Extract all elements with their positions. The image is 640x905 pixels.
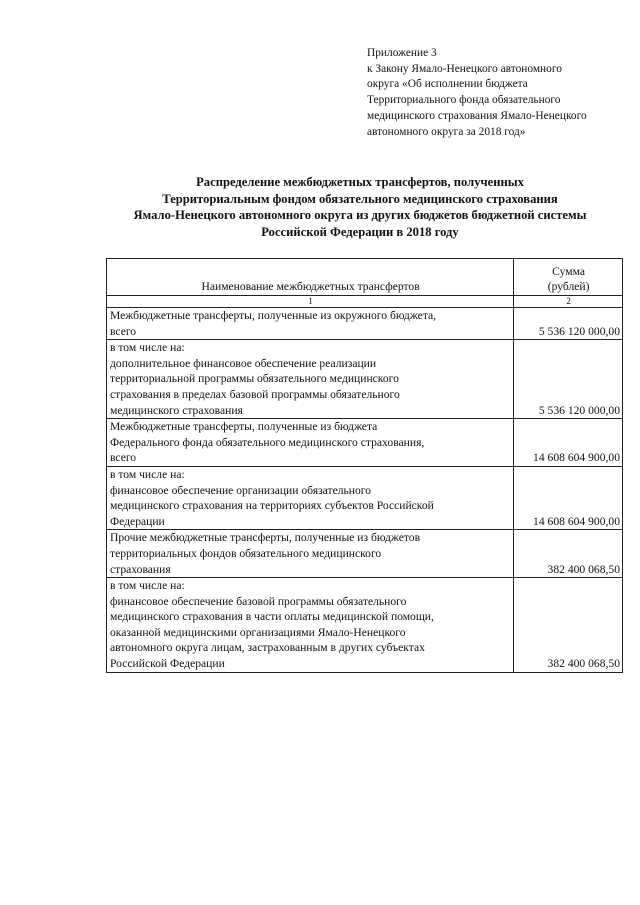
- row-text-line: страхования: [110, 562, 171, 576]
- appendix-note: [367, 46, 629, 140]
- row-amount-cell: 5 536 120 000,00: [514, 308, 623, 340]
- row-text-line: медицинского страхования на территориях субъектов Российской: [110, 499, 434, 513]
- title-line: Ямало-Ненецкого автономного округа из других бюджетов бюджетной системы: [133, 208, 587, 223]
- row-text-line: в том числе на:: [110, 579, 185, 593]
- row-amount-cell: 5 536 120 000,00: [514, 340, 623, 419]
- appendix-line: Территориального фонда обязательного: [367, 94, 561, 107]
- row-text-line: Межбюджетные трансферты, полученные из бюджета: [110, 420, 378, 434]
- title-line: Распределение межбюджетных трансфертов, полученных: [196, 175, 524, 189]
- row-text-line: страхования в пределах базовой программы обязательного: [110, 387, 400, 401]
- row-name-cell: [107, 466, 514, 529]
- row-text-line: финансовое обеспечение базовой программы обязательного: [110, 594, 407, 608]
- table-header-row: [107, 259, 623, 296]
- row-text-line: Федерального фонда обязательного медицинского страхования,: [110, 435, 425, 449]
- header-sum-unit: (рублей): [547, 280, 590, 294]
- row-text-line: дополнительное финансовое обеспечение реализации: [110, 356, 377, 370]
- appendix-line: к Закону Ямало-Ненецкого автономного: [367, 62, 562, 75]
- appendix-line: округа «Об исполнении бюджета: [367, 78, 528, 91]
- table-row: [107, 340, 623, 419]
- row-amount-cell: 14 608 604 900,00: [514, 419, 623, 467]
- row-amount-cell: 382 400 068,50: [514, 578, 623, 673]
- header-sum-label: Сумма: [552, 264, 585, 278]
- row-text-line: Российской Федерации: [110, 657, 225, 671]
- document-title: [60, 174, 640, 240]
- appendix-line: Приложение 3: [367, 47, 437, 59]
- transfers-table: [106, 258, 623, 673]
- row-text-line: финансовое обеспечение организации обязательного: [110, 483, 372, 497]
- header-sum-cell: [514, 259, 623, 296]
- title-line: Российской Федерации в 2018 году: [261, 224, 459, 239]
- header-name-cell: Наименование межбюджетных трансфертов: [107, 259, 514, 296]
- column-number-1: 1: [107, 296, 514, 308]
- table-row: [107, 308, 623, 340]
- row-text-line: Межбюджетные трансферты, полученные из окружного бюджета,: [110, 309, 437, 322]
- row-text-line: территориальной программы обязательного медицинского: [110, 372, 399, 386]
- row-name-cell: [107, 530, 514, 578]
- row-text-line: медицинского страхования в части оплаты медицинской помощи,: [110, 610, 434, 624]
- row-text-line: в том числе на:: [110, 467, 185, 481]
- table-row: [107, 578, 623, 673]
- row-text-line: оказанной медицинскими организациями Ямало-Ненецкого: [110, 625, 406, 639]
- row-text-line: территориальных фондов обязательного медицинского: [110, 546, 382, 560]
- table-row: [107, 419, 623, 467]
- table-row: [107, 466, 623, 529]
- row-name-cell: [107, 578, 514, 673]
- appendix-line: медицинского страхования Ямало-Ненецкого: [367, 109, 587, 122]
- row-text-line: автономного округа лицам, застрахованным в других субъектах: [110, 641, 425, 655]
- title-line: Территориальным фондом обязательного медицинского страхования: [162, 191, 558, 206]
- row-text-line: в том числе на:: [110, 341, 185, 355]
- row-text-line: Федерации: [110, 514, 165, 528]
- row-name-cell: [107, 308, 514, 340]
- row-text-line: медицинского страхования: [110, 403, 243, 417]
- row-text-line: всего: [110, 324, 137, 338]
- row-text-line: Прочие межбюджетные трансферты, полученные из бюджетов: [110, 531, 421, 545]
- row-amount-cell: 382 400 068,50: [514, 530, 623, 578]
- row-name-cell: [107, 419, 514, 467]
- table-row: [107, 530, 623, 578]
- column-number-row: [107, 296, 623, 308]
- row-text-line: всего: [110, 451, 137, 465]
- column-number-2: 2: [514, 296, 623, 308]
- appendix-line: автономного округа за 2018 год»: [367, 125, 526, 138]
- row-amount-cell: 14 608 604 900,00: [514, 466, 623, 529]
- row-name-cell: [107, 340, 514, 419]
